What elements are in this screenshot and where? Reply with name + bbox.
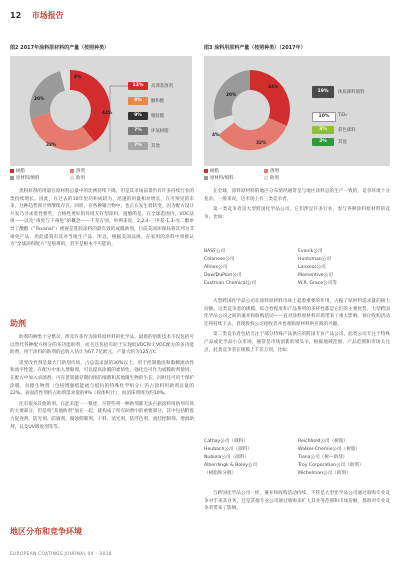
fig3-item-0-label: 体质颜料填料 xyxy=(338,90,365,95)
right-column-end xyxy=(204,490,390,516)
list1-item: W.R. Grace公司等 xyxy=(298,281,337,286)
list1-item: Lanxess公司 xyxy=(298,265,326,270)
left-para-2: 助剂的种类十分繁杂，涉及许多作为涂料原材料的化学品。最新的创新技术不仅包括可以替代各种配方组分的多功能助剂，而且还包括有助于实现低VOC和无VOC配方的多功能助剂，用于涂料的助剂的总收入估计为67.7亿欧元，产量大约为125万t。 xyxy=(10,335,194,356)
label-20: 20% xyxy=(34,97,45,102)
fig2-item-3-value: 7% xyxy=(128,127,148,135)
left-column-additives xyxy=(10,334,194,434)
donut3-segment-resin xyxy=(250,70,290,126)
list1-item: Momentive公司 xyxy=(298,273,333,278)
list2-item: Michelman公司（助剂） xyxy=(298,471,351,476)
heading-region: 地区分布和竞争环境 xyxy=(10,527,82,536)
footer-journal: EUROPEAN COATINGS JOURNAL 04 – 2018 xyxy=(10,552,112,557)
fig2-item-0-label: 高沸基溶剂 xyxy=(151,84,173,89)
figure2-donut xyxy=(10,56,192,166)
page-header xyxy=(10,10,64,21)
fig3-label-44: 44% xyxy=(268,85,279,90)
list1-item: Evonik公司 xyxy=(298,249,323,254)
company-list-2 xyxy=(204,438,390,480)
label-4: 4% xyxy=(74,75,82,80)
list1-item: BASF公司 xyxy=(204,249,226,254)
page-number: 12 xyxy=(10,11,22,20)
list2-item: Reichhold公司（树脂） xyxy=(298,439,349,444)
fig3-item-3-value: 2% xyxy=(312,138,334,146)
company-list-1 xyxy=(204,248,390,290)
list1-item: Celanese公司 xyxy=(204,257,235,262)
fig3-legend-resin: 树脂 xyxy=(204,168,219,174)
fig3-item-1-value: 10% xyxy=(312,112,336,122)
list2-item: Alberdingk & Boley公司 xyxy=(204,463,258,468)
left-para-1: 黑粉原剂的用量在原材料总量中的比例持续下降，但是其市场前景仍有许多持续行业的类持续增长。因此，在过去的10年里功积成较为，迅速的用量相对增长，在可预见的未来，这种趋势预计将继续存在。同样，在各种聚合物中，也正在发生着转变。因为配方设计开发乃寻求着性要些，合格性更好的环境友好型涂料，遗憾的是，在全球范围内，VOC法规——以及“毒免与不毒免”的概念——千差万别，举例来说，2,2,4-三甲基-1,3-戊二醇单异丁酸酯（“Texanol”）被视是乳胶涂料的最有效的成膜助剂，目前美国环保局将其列为非毒免产品，用此提到有其对当地生产品，所以，根据美国法规，在家用的涂料中将被认为“全球涂料配方”是很难的，甚至是根本不可能的。 xyxy=(10,189,194,248)
list2-item: Walker-Chemie公司（树脂） xyxy=(298,447,360,452)
fig3-legend-additives: 助剂 xyxy=(264,175,279,181)
right-para-5: 与跨国化学品公司一样，兼并和收购活动持续，不管是大型化学品公司通过收购专业竞争对手来其业务，还是其他专业公司通过收购来扩大其业务范围和市场份额，都将对专业竞争者带来了影响。 xyxy=(204,491,390,512)
fig2-item-1-value: 9% xyxy=(128,97,148,105)
left-para-3: 适变改性剂是最大门助剂市场，占总需求量的30%以上，用于控制黏度和黏稠流动性和流平性能。在配方中加入增黏剂，可以提高涂膜的柔韧性，强化还可作为成膜助剂使用。在配方中加入杀菌剂，可在货架储存期间预防细菌和其他微生物的生长，同时还可用于保护涂膜。抗擦生物剂（包括增强低能流与抵抗的特殊化学组分）的占涂料用助剂总量的22%。表面活性剂约占助剂需求量的9%（按体积计），而消沫剂则为约10%。 xyxy=(10,360,194,397)
figure2-legend xyxy=(10,168,192,182)
fig3-item-1-label: TiO₂ xyxy=(338,113,347,118)
fig2-item-4-label: 其他 xyxy=(151,144,160,149)
right-column-intro xyxy=(204,188,390,224)
label-32: 32% xyxy=(46,143,57,148)
figure3-donut xyxy=(204,56,390,166)
label-44: 44% xyxy=(102,111,113,116)
figure3-title: 图3 涂料用原料产量（按照种类）（2017年） xyxy=(204,45,306,51)
list2-item: （树脂和分散） xyxy=(204,471,237,476)
right-column-mid xyxy=(204,298,390,357)
list1-item: Huntsman公司 xyxy=(298,257,331,262)
donut-segment-solvent xyxy=(31,113,95,151)
figure2-chart xyxy=(10,56,192,166)
fig2-item-3-label: 环氧树脂 xyxy=(151,129,169,134)
legend-item-resin: 树脂 xyxy=(10,168,25,174)
fig3-item-3-label: 其他 xyxy=(338,140,347,145)
legend-item-solvent: 溶剂 xyxy=(70,168,85,174)
list2-item: Nubiola公司（颜料） xyxy=(204,455,250,460)
left-para-4: 还有很多其他助剂。在此未能一一赘述，尽管些将一种助剂都无法占据涂料用助剂市场的主要部分，但是将“其他助剂”加在一起，就构成了所有助剂中的重要部分，其中包括附着力促进剂、防光剂、防腐剂、腐蚀抑制剂、干料、消光剂、防浮色剂、流挂控制剂、增滑助剂，以及UV吸收剂等等。 xyxy=(10,401,194,430)
fig2-item-0-value: 12% xyxy=(128,82,148,90)
fig3-item-2-value: 3% xyxy=(312,126,334,134)
list2-item: Tiana公司（树—助剂） xyxy=(298,455,348,460)
fig2-item-2-value: 9% xyxy=(128,112,148,120)
figure2-title: 图2 2017年涂料原材料的产量（按照种类） xyxy=(10,45,110,51)
figure3-chart xyxy=(204,56,390,166)
list1-item: Dow/DuPont公司 xyxy=(204,273,242,278)
right-para-3: 大型跨国化学品公司在涂料原材料市场上起着重要的作用，占据了原材料需求量的极大份额。这类竞争者的规模，综合性程度和产品系列的多样性都是它们的主要优势，大型跨国化学品公司之间的兼并和收购活动——直对涂料原材料市场带来了重大影响，预计收购活动还将持续下去，甚现股权公司接收者并也收购原材料供应商的兴趣。 xyxy=(204,299,390,327)
right-para-4: 第二类竞争者包括专注于部分特殊产品供应的跨国专业产品公司，此类公司专注于特殊产品或化学品小众市场，通常是市场创新的领头羊，根据地域范围、产品范围和市场关注点，此类竞争者在规模上千差万别，比如： xyxy=(204,332,390,353)
donut-segment-materials xyxy=(30,71,65,118)
list2-item: Cathay公司（颜料） xyxy=(204,439,248,444)
fig3-legend-solvent: 溶剂 xyxy=(264,168,279,174)
left-column-body xyxy=(10,188,194,252)
heading-additives: 助剂 xyxy=(10,319,26,328)
list2-item: Heubach公司（颜料） xyxy=(204,447,252,452)
fig2-item-4-value: 7% xyxy=(128,142,148,150)
fig3-item-2-label: 彩色颜料 xyxy=(338,128,356,133)
fig3-label-32: 32% xyxy=(256,141,267,146)
section-title: 市场报告 xyxy=(31,11,64,20)
right-para-2: 第一类竞争者是大型跨国化学品公司，它们涉足许多行业，参与各种涂料原材料的竞争，比如： xyxy=(204,207,390,220)
fig3-item-0-value: 19% xyxy=(312,86,334,98)
list1-item: Eastman Chemical公司 xyxy=(204,281,257,286)
list2-item: Troy Corporation公司（助剂） xyxy=(298,463,364,468)
fig3-legend-materials: 原材料/填料 xyxy=(204,175,233,181)
legend-item-additives: 助剂 xyxy=(70,175,85,181)
fig2-item-2-label: 聚胺酯 xyxy=(151,114,165,119)
fig3-label-4: 4% xyxy=(212,133,220,138)
fig3-label-20: 20% xyxy=(226,93,237,98)
figure3-legend xyxy=(204,168,390,182)
list1-item: Allnex公司 xyxy=(204,265,228,270)
right-para-1: 在全球，涂料原材料的地区分布情况通常是与地区涂料总的生产一致的，竞争环境十分复杂，一般来说，这市场上有三类竞争者。 xyxy=(204,189,390,202)
fig2-item-1-label: 酮和酯 xyxy=(151,99,165,104)
legend-item-materials: 原材料/填料 xyxy=(10,175,39,181)
